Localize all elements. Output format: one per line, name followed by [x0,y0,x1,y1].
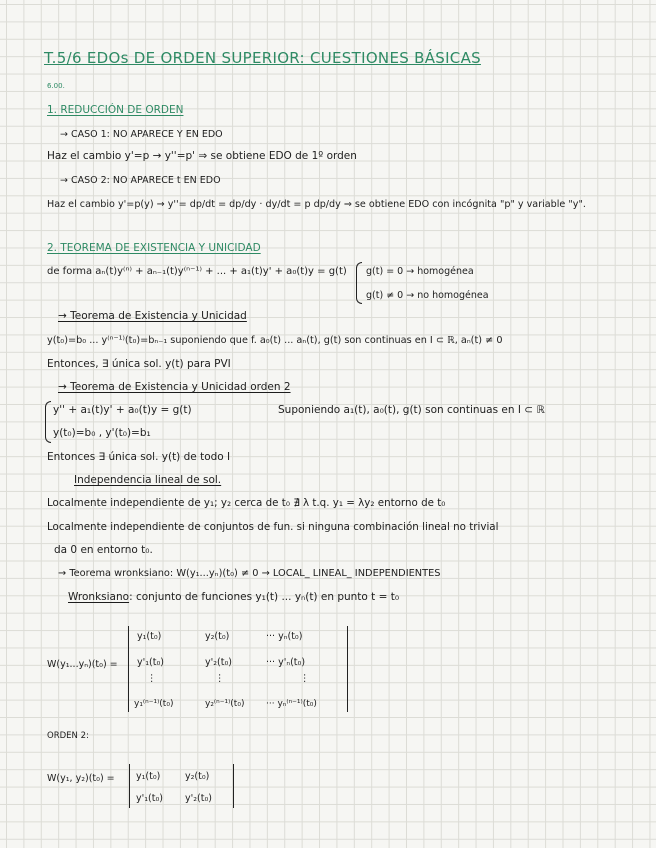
case2-text: Haz el cambio y'=p(y) → y''= dp/dt = dp/dy · dy/dt = p dp/dy ⇒ se obtiene EDO con incógnita "p" y variable "y". [47,199,586,210]
wn-cell: y₂⁽ⁿ⁻¹⁾(t₀) [205,699,245,709]
independence-def-2: Localmente independiente de conjuntos de fun. si ninguna combinación lineal no trivial [47,521,499,533]
theorem2-equation: y'' + a₁(t)y' + a₀(t)y = g(t) [53,404,192,416]
theorem2-initial-conditions: y(t₀)=b₀ , y'(t₀)=b₁ [53,427,151,439]
section2-heading: 2. TEOREMA DE EXISTENCIA Y UNICIDAD [47,242,261,254]
section1-heading: 1. REDUCCIÓN DE ORDEN [47,104,184,116]
case1-label: → CASO 1: NO APARECE Y EN EDO [60,129,223,140]
cases-brace [356,262,362,304]
wn-cell: y'₁(t₀) [137,657,164,668]
wn-cell: ··· yₙ(t₀) [266,631,303,642]
w2-cell: y'₂(t₀) [185,793,212,804]
wronskian-label: Wronksiano [68,591,130,603]
case1-text: Haz el cambio y'=p → y''=p' ⇒ se obtiene EDO de 1º orden [47,150,357,162]
theorem1-conditions: y(t₀)=b₀ ... y⁽ⁿ⁻¹⁾(t₀)=bₙ₋₁ suponiendo que f. a₀(t) ... aₙ(t), g(t) son continuas en I ⊂ ℝ, aₙ(t) ≠ 0 [47,335,503,346]
theorem2-conditions: Suponiendo a₁(t), a₀(t), g(t) son continuas en I ⊂ ℝ [278,404,545,416]
independence-def-3: da 0 en entorno t₀. [54,544,153,556]
independence-def-1: Localmente independiente de y₁; y₂ cerca de t₀ ∄ λ t.q. y₁ = λy₂ entorno de t₀ [47,497,446,509]
w2-cell: y₁(t₀) [136,771,161,782]
page-subtitle: 6.00. [47,82,65,90]
wn-cell: y₁⁽ⁿ⁻¹⁾(t₀) [134,699,174,709]
nonhomogeneous-case: g(t) ≠ 0 → no homogénea [366,290,489,301]
wn-cell: ··· yₙ⁽ⁿ⁻¹⁾(t₀) [266,699,317,709]
theorem2-heading: → Teorema de Existencia y Unicidad orden 2 [58,381,291,393]
theorem2-conclusion: Entonces ∃ única sol. y(t) de todo I [47,451,231,463]
theorem1-heading: → Teorema de Existencia y Unicidad [58,310,247,322]
wn-cell: y'₂(t₀) [205,657,232,668]
w2-cell: y₂(t₀) [185,771,210,782]
homogeneous-case: g(t) = 0 → homogénea [366,266,474,277]
order2-label: ORDEN 2: [47,731,89,741]
wronskian-n-lhs: W(y₁...yₙ)(t₀) = [47,659,118,670]
case2-label: → CASO 2: NO APARECE t EN EDO [60,175,221,186]
wronskian-2-lhs: W(y₁, y₂)(t₀) = [47,773,115,784]
w2-cell: y'₁(t₀) [136,793,163,804]
wronskian-definition [68,591,399,604]
wronskian-theorem: → Teorema wronksiano: W(y₁...yₙ)(t₀) ≠ 0 → LOCAL_ LINEAL_ INDEPENDIENTES [58,568,441,579]
wn-cell: ··· y'ₙ(t₀) [266,657,306,668]
system-brace [45,401,51,443]
page-title: T.5/6 EDOs DE ORDEN SUPERIOR: CUESTIONES BÁSICAS [44,49,481,67]
wn-cell: ⋮ [300,673,310,684]
independence-heading: Independencia lineal de sol. [74,474,222,486]
wn-cell: y₂(t₀) [205,631,230,642]
wronskian-def-text: : conjunto de funciones y₁(t) ... yₙ(t) en punto t = t₀ [129,591,400,603]
wn-cell: y₁(t₀) [137,631,162,642]
theorem1-conclusion: Entonces, ∃ única sol. y(t) para PVI [47,358,231,370]
general-form: de forma aₙ(t)y⁽ⁿ⁾ + aₙ₋₁(t)y⁽ⁿ⁻¹⁾ + ... + a₁(t)y' + a₀(t)y = g(t) [47,266,347,277]
wn-cell: ⋮ [147,673,157,684]
wn-cell: ⋮ [215,673,225,684]
